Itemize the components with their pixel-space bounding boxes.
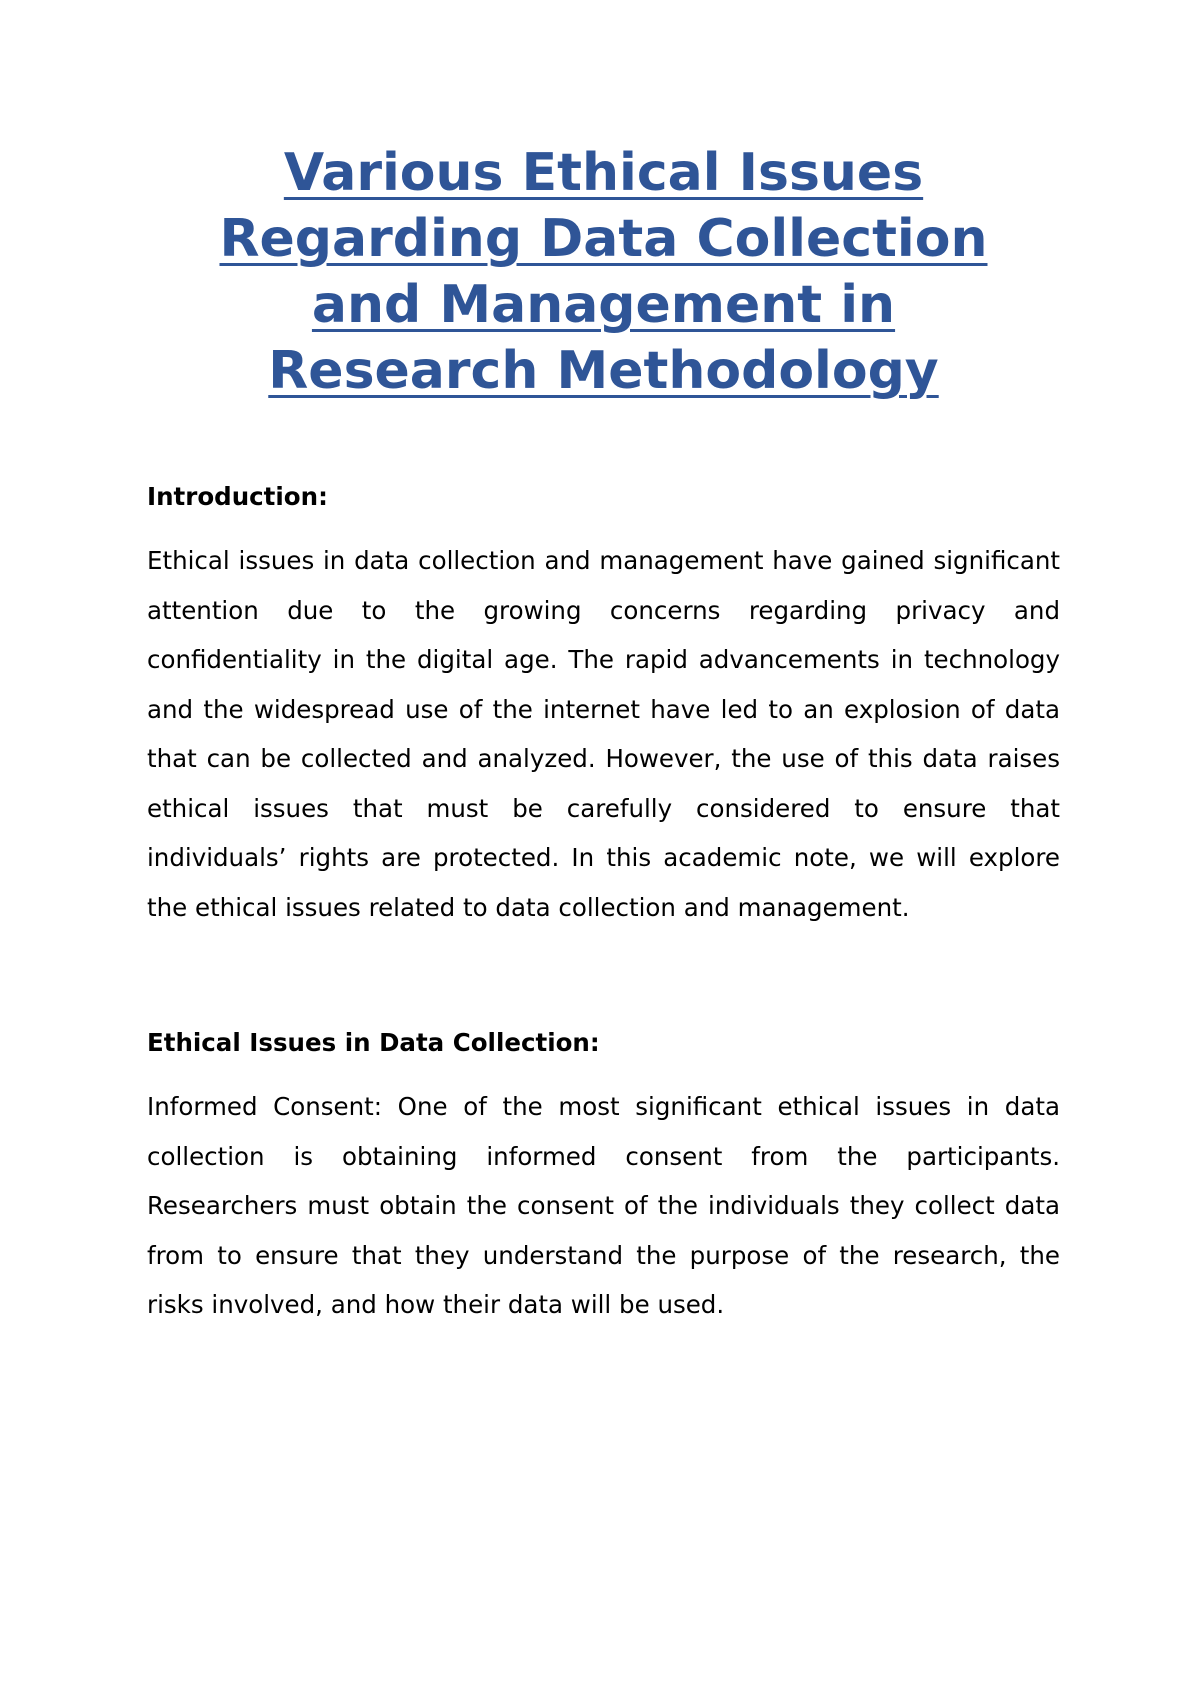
data-collection-heading: Ethical Issues in Data Collection:: [147, 1028, 600, 1057]
informed-consent-paragraph: Informed Consent: One of the most significant ethical issues in data collection is obtaining informed consent from the participants. Researchers must obtain the consent of the individuals they collect data from to ensure that they understand the purpose of the research, the risks involved, and how their data will be used.: [147, 1092, 1060, 1319]
introduction-heading: Introduction:: [147, 482, 328, 511]
title-line-4: Research Methodology: [268, 341, 939, 401]
document-title: [147, 140, 1060, 404]
introduction-paragraph: Ethical issues in data collection and management have gained significant attention due to the growing concerns regarding privacy and confidentiality in the digital age. The rapid advancements in technology and the widespread use of the internet have led to an explosion of data that can be collected and analyzed. However, the use of this data raises ethical issues that must be carefully considered to ensure that individuals’ rights are protected. In this academic note, we will explore the ethical issues related to data collection and management.: [147, 546, 1060, 922]
title-line-3: and Management in: [311, 275, 896, 335]
title-line-1: Various Ethical Issues: [283, 143, 924, 203]
document-page: [147, 140, 1060, 1330]
title-line-2: Regarding Data Collection: [219, 209, 988, 269]
